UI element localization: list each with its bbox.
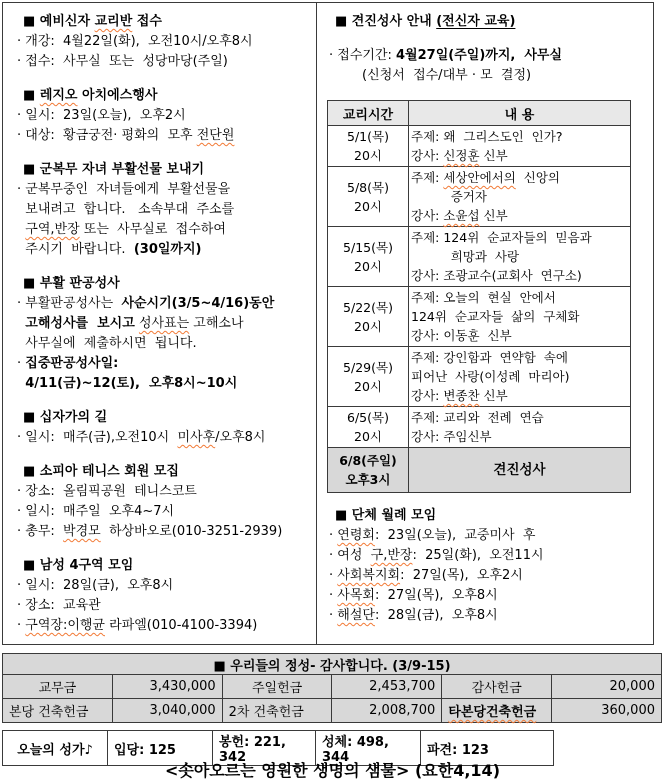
hymn-offertory: 봉헌: 221, 342	[213, 731, 316, 766]
schedule-time: 5/22(목) 20시	[328, 287, 409, 347]
section-title: ■ 견진성사 안내 (전신자 교육)	[335, 14, 516, 29]
offering-label: 타본당건축헌금	[442, 699, 552, 723]
schedule-header-time: 교리시간	[328, 101, 409, 126]
section-title: ■ 레지오 아치에스행사	[23, 88, 158, 103]
schedule-row	[328, 407, 631, 448]
offering-label: 교무금	[3, 675, 113, 699]
section-group-monthly-meetings	[325, 505, 649, 626]
schedule-time: 5/15(목) 20시	[328, 227, 409, 287]
schedule-content: 주제: 왜 그리스도인 인가? 강사: 신정훈 신부	[409, 126, 631, 167]
section-easter-confession	[13, 273, 312, 394]
section-title: ■ 예비신자 교리반 접수	[23, 14, 162, 29]
schedule-row	[328, 347, 631, 407]
left-column	[3, 3, 317, 644]
section-title: ■ 십자가의 길	[23, 410, 108, 425]
section-body: · 개강: 4월22일(화), 오전10시/오후8시 · 접수: 사무실 또는 성당마당(주일)	[17, 34, 253, 69]
section-mens-district4-meeting	[13, 555, 312, 636]
schedule-time: 5/8(목) 20시	[328, 167, 409, 227]
section-title: ■ 군복무 자녀 부활선물 보내기	[23, 162, 205, 177]
hymns-title: 오늘의 성가♪	[3, 731, 108, 766]
hymn-entrance: 입당: 125	[108, 731, 213, 766]
offering-label: 2차 건축헌금	[222, 699, 332, 723]
hymn-communion: 성체: 498, 344	[316, 731, 421, 766]
schedule-content: 견진성사	[409, 448, 631, 493]
section-body: · 군복무중인 자녀들에게 부활선물을 보내려고 합니다. 소속부대 주소를 구역,반장 또는 사무실로 접수하여 주시기 바랍니다. (30일까지)	[17, 182, 235, 257]
schedule-row	[328, 126, 631, 167]
section-legio-acies	[13, 85, 312, 146]
section-body: · 일시: 23일(오늘), 오후2시 · 대상: 황금궁전· 평화의 모후 전단원	[17, 108, 235, 143]
offering-amount: 3,430,000	[112, 675, 222, 699]
section-body: · 장소: 올림픽공원 테니스코트 · 일시: 매주일 오후4~7시 · 총무: 박경모 하상바오로(010-3251-2939)	[17, 484, 283, 539]
schedule-content: 주제: 124위 순교자들의 믿음과 희망과 사랑 강사: 조광교수(교회사 연구소)	[409, 227, 631, 287]
schedule-time: 5/1(목) 20시	[328, 126, 409, 167]
catechesis-schedule-table	[327, 100, 631, 493]
offering-row	[3, 699, 662, 723]
offering-label: 주일헌금	[222, 675, 332, 699]
section-body: · 일시: 매주(금),오전10시 미사후/오후8시	[17, 430, 266, 445]
offering-amount: 20,000	[552, 675, 662, 699]
offering-row	[3, 675, 662, 699]
offering-title-row	[3, 654, 662, 675]
offering-amount: 3,040,000	[112, 699, 222, 723]
bulletin-notice-board	[2, 2, 654, 645]
section-tennis-club-recruit	[13, 461, 312, 542]
section-military-easter-gift	[13, 159, 312, 260]
offering-amount: 360,000	[552, 699, 662, 723]
schedule-time: 6/5(목) 20시	[328, 407, 409, 448]
schedule-row-confirmation	[328, 448, 631, 493]
section-way-of-the-cross	[13, 407, 312, 448]
schedule-time: 5/29(목) 20시	[328, 347, 409, 407]
schedule-time: 6/8(주일)오후3시	[328, 448, 409, 493]
hymn-recessional: 파견: 123	[421, 731, 554, 766]
section-body: · 연령회: 23일(오늘), 교중미사 후 · 여성 구,반장: 25일(화), 오전11시 · 사회복지회: 27일(목), 오후2시 · 사목회: 27일(목), 오후8시 · 해설단: 28일(금), 오후8시	[329, 528, 544, 623]
schedule-row	[328, 167, 631, 227]
offering-label: 감사헌금	[442, 675, 552, 699]
right-column	[317, 3, 653, 644]
schedule-row	[328, 227, 631, 287]
section-confirmation-notice	[325, 11, 649, 86]
section-title: ■ 남성 4구역 모임	[23, 558, 134, 573]
schedule-header-row	[328, 101, 631, 126]
section-prebeliever-class	[13, 11, 312, 72]
section-title: ■ 소피아 테니스 회원 모집	[23, 464, 179, 479]
footer-verse: <솟아오르는 영원한 생명의 샘물> (요한4,14)	[164, 761, 501, 780]
section-body: · 접수기간: 4월27일(주일)까지, 사무실 (신청서 접수/대부 · 모 결정)	[329, 48, 563, 83]
offering-label: 본당 건축헌금	[3, 699, 113, 723]
offering-title: ■ 우리들의 정성- 감사합니다. (3/9-15)	[3, 654, 662, 675]
offering-amount: 2,008,700	[332, 699, 442, 723]
section-title: ■ 단체 월례 모임	[335, 508, 437, 523]
schedule-content: 주제: 강인함과 연약함 속에 피어난 사랑(이성례 마리아) 강사: 변종찬 신부	[409, 347, 631, 407]
schedule-content: 주제: 세상안에서의 신앙의 증거자 강사: 소윤섭 신부	[409, 167, 631, 227]
schedule-content: 주제: 교리와 전례 연습 강사: 주임신부	[409, 407, 631, 448]
schedule-header-content: 내 용	[409, 101, 631, 126]
section-body: · 부활판공성사는 사순시기(3/5~4/16)동안 고해성사를 보시고 성사표는 고해소나 사무실에 제출하시면 됩니다. · 집중판공성사일: 4/11(금)~12(토), 오후8시~10시	[17, 296, 275, 391]
section-title: ■ 부활 판공성사	[23, 276, 120, 291]
schedule-content: 주제: 오늘의 현실 안에서 124위 순교자들 삶의 구체화 강사: 이동훈 신부	[409, 287, 631, 347]
offering-table	[2, 653, 662, 723]
schedule-row	[328, 287, 631, 347]
section-body: · 일시: 28일(금), 오후8시 · 장소: 교육관 · 구역장:이행균 라파엘(010-4100-3394)	[17, 578, 258, 633]
offering-amount: 2,453,700	[332, 675, 442, 699]
